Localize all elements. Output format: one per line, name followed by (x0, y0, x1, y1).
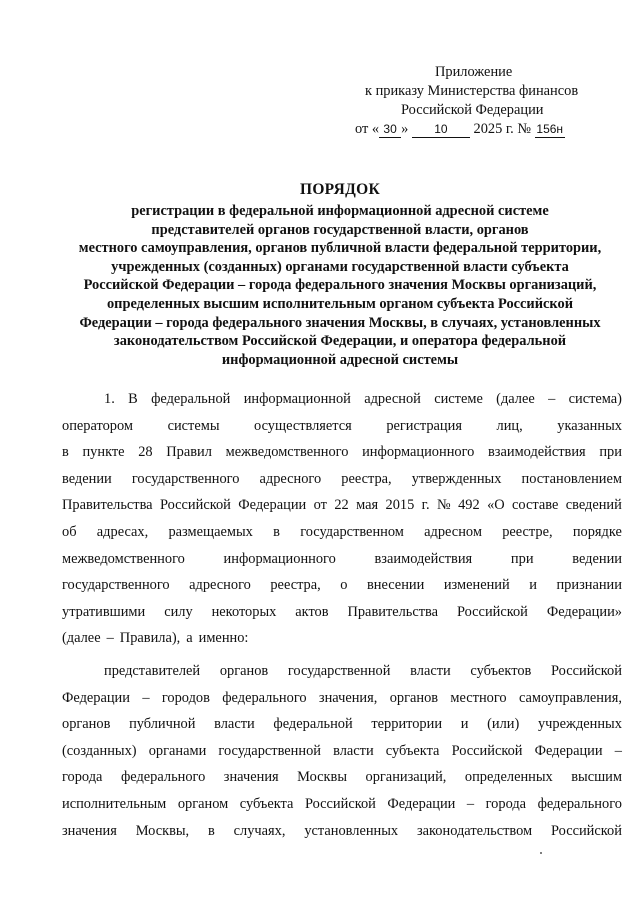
word: федерального (537, 795, 622, 812)
text-line (62, 658, 622, 685)
title-line: регистрации в федеральной информационной адресной системе (131, 203, 549, 219)
word: Федерации (238, 497, 307, 514)
word: Правительства (347, 603, 439, 620)
word: при (599, 444, 622, 461)
word: территории (371, 716, 443, 733)
word: (далее (496, 391, 535, 407)
word: федерального (222, 689, 307, 706)
word: именно: (198, 630, 249, 647)
word: информационного (362, 444, 475, 461)
order-reference: к приказу Министерства финансов (365, 83, 579, 99)
word: информационной (243, 391, 351, 407)
word: утвержденных (411, 470, 502, 487)
order-day: 30 (379, 122, 401, 138)
word: межведомственного (225, 444, 349, 461)
word: размещаемых (168, 523, 253, 540)
word: Федерации (62, 689, 130, 706)
word: значения (223, 769, 279, 786)
word: Российской (159, 497, 231, 514)
date-prefix: от « (355, 121, 380, 137)
word: порядке (572, 523, 622, 540)
word: Российской (451, 742, 523, 759)
word: внесении (367, 577, 425, 594)
word: и (529, 577, 537, 594)
title-line: определенных высшим исполнительным органом субъекта Российской (106, 295, 573, 312)
word: федеральной (273, 716, 353, 733)
word: адресного (259, 470, 322, 487)
word: Правила), (119, 630, 181, 647)
word: (созданных) (62, 742, 137, 759)
word: системы (167, 417, 220, 434)
scan-artifact (540, 852, 542, 854)
word: некоторых (211, 603, 277, 620)
word: силу (164, 603, 193, 620)
word: субъекта (239, 795, 294, 812)
word: актов (295, 603, 329, 620)
word: изменений (443, 577, 510, 594)
word: субъектов (470, 662, 532, 679)
text-line (62, 492, 622, 519)
word: реестра, (341, 470, 392, 487)
word: реестре, (502, 523, 553, 540)
word: 492 (458, 497, 480, 514)
text-line (62, 685, 622, 712)
appendix-header (355, 63, 620, 139)
word: в (208, 822, 215, 839)
word: составе (512, 497, 559, 514)
title-line: информационной адресной системы (221, 351, 459, 368)
word: Федерации (387, 795, 456, 812)
word: – (548, 391, 556, 407)
word: установленных (304, 822, 399, 839)
word: власти (214, 716, 255, 733)
word: Москвы, (135, 822, 190, 839)
paragraph-2 (62, 658, 622, 844)
word: 22 (334, 497, 349, 514)
text-line (62, 711, 622, 738)
word: органом (177, 795, 229, 812)
word: лиц, (496, 417, 523, 434)
text-line (62, 439, 622, 466)
word: Москвы (297, 769, 347, 786)
word: Российской (456, 603, 528, 620)
word: адресного (189, 577, 251, 594)
word: самоуправления, (518, 689, 622, 706)
title-main: ПОРЯДОК (299, 181, 381, 198)
word: Правил (166, 444, 212, 461)
text-line (62, 466, 622, 493)
text-line (62, 764, 622, 791)
text-line (62, 599, 622, 626)
word: субъекта (385, 742, 440, 759)
word: информационного (223, 550, 336, 567)
ministry-country: Российской Федерации (401, 102, 544, 118)
word: указанных (557, 417, 622, 434)
word: Федерации» (546, 603, 622, 620)
word: от (313, 497, 327, 514)
word: ведении (62, 470, 112, 487)
word: органами (148, 742, 207, 759)
word: исполнительным (62, 795, 167, 812)
word: власти (410, 662, 451, 679)
word: значения (62, 822, 117, 839)
text-line (62, 625, 622, 652)
word: государственной (287, 662, 391, 679)
word: адресах, (96, 523, 149, 540)
word: федеральной (151, 391, 231, 407)
title-line: Федерации – города федерального значения Москвы, в случаях, установленных (79, 314, 601, 331)
word: адресном (424, 523, 482, 540)
word: 28 (138, 444, 153, 461)
word: – (614, 742, 622, 759)
word: признании (556, 577, 622, 594)
word: – (466, 795, 475, 812)
word: осуществляется (254, 417, 352, 434)
title-line: представителей органов государственной власти, органов (151, 221, 529, 238)
word: значения, (318, 689, 378, 706)
word: Российской (551, 822, 622, 839)
word: сведений (565, 497, 622, 514)
text-line (62, 738, 622, 765)
text-line (62, 519, 622, 546)
word: в (62, 444, 69, 461)
word: государственного (62, 577, 170, 594)
word: определенных (464, 769, 553, 786)
word: государственном (300, 523, 404, 540)
order-date-number (355, 120, 620, 139)
word: (далее (62, 630, 101, 647)
word: мая (356, 497, 379, 514)
word: организаций, (365, 769, 447, 786)
word: органов (219, 662, 269, 679)
word: органов (389, 689, 439, 706)
word: высшим (571, 769, 622, 786)
word: 1. (104, 391, 115, 407)
word: о (340, 577, 348, 594)
text-line (62, 572, 622, 599)
text-line (62, 413, 622, 440)
word: межведомственного (62, 550, 185, 567)
word: и (460, 716, 469, 733)
date-mid: » (401, 121, 409, 137)
word: «О (487, 497, 505, 514)
word: а (186, 630, 193, 647)
word: города (485, 795, 527, 812)
word: В (128, 391, 138, 407)
document-body (62, 386, 622, 844)
text-line (62, 386, 622, 413)
word: местного (450, 689, 507, 706)
word: № (436, 497, 451, 514)
word: представителей (104, 662, 201, 679)
word: – (142, 689, 150, 706)
word: органов (62, 716, 111, 733)
word: Федерации (534, 742, 603, 759)
word: законодательством (416, 822, 533, 839)
word: города (62, 769, 103, 786)
word: Правительства (62, 497, 153, 514)
order-year: 2025 г. № (473, 121, 532, 137)
word: реестра, (270, 577, 321, 594)
document-title (60, 180, 620, 369)
paragraph-1 (62, 386, 622, 652)
word: оператором (62, 417, 134, 434)
word: (или) (487, 716, 520, 733)
word: утратившими (62, 603, 146, 620)
word: система) (568, 391, 622, 407)
word: системе (434, 391, 483, 407)
word: государственной (218, 742, 321, 759)
appendix-label: Приложение (435, 64, 513, 80)
word: г. (421, 497, 430, 514)
text-line (62, 818, 622, 845)
word: государственного (131, 470, 240, 487)
title-line: Российской Федерации – города федерального значения Москвы организаций, (83, 277, 597, 294)
word: 2015 (385, 497, 415, 514)
text-line (62, 546, 622, 573)
word: регистрация (386, 417, 462, 434)
word: Российской (304, 795, 376, 812)
word: взаимодействия (488, 444, 586, 461)
word: публичной (129, 716, 196, 733)
word: взаимодействия (374, 550, 473, 567)
word: Российской (551, 662, 622, 679)
word: при (510, 550, 534, 567)
word: ведении (572, 550, 622, 567)
title-line: местного самоуправления, органов публичной власти федеральной территории, (78, 240, 602, 257)
word: постановлением (521, 470, 622, 487)
word: федерального (120, 769, 206, 786)
word: – (106, 630, 114, 647)
word: учрежденных (537, 716, 622, 733)
title-line: законодательством Российской Федерации, и оператора федеральной (113, 333, 567, 350)
title-line: учрежденных (созданных) органами государственной власти субъекта (111, 258, 569, 275)
order-number: 156н (536, 122, 564, 136)
word: власти (333, 742, 374, 759)
word: городов (161, 689, 210, 706)
word: об (62, 523, 77, 540)
text-line (62, 791, 622, 818)
word: пункте (82, 444, 125, 461)
word: адресной (364, 391, 421, 407)
word: в (273, 523, 280, 540)
order-month: 10 (412, 122, 470, 138)
word: случаях, (233, 822, 286, 839)
